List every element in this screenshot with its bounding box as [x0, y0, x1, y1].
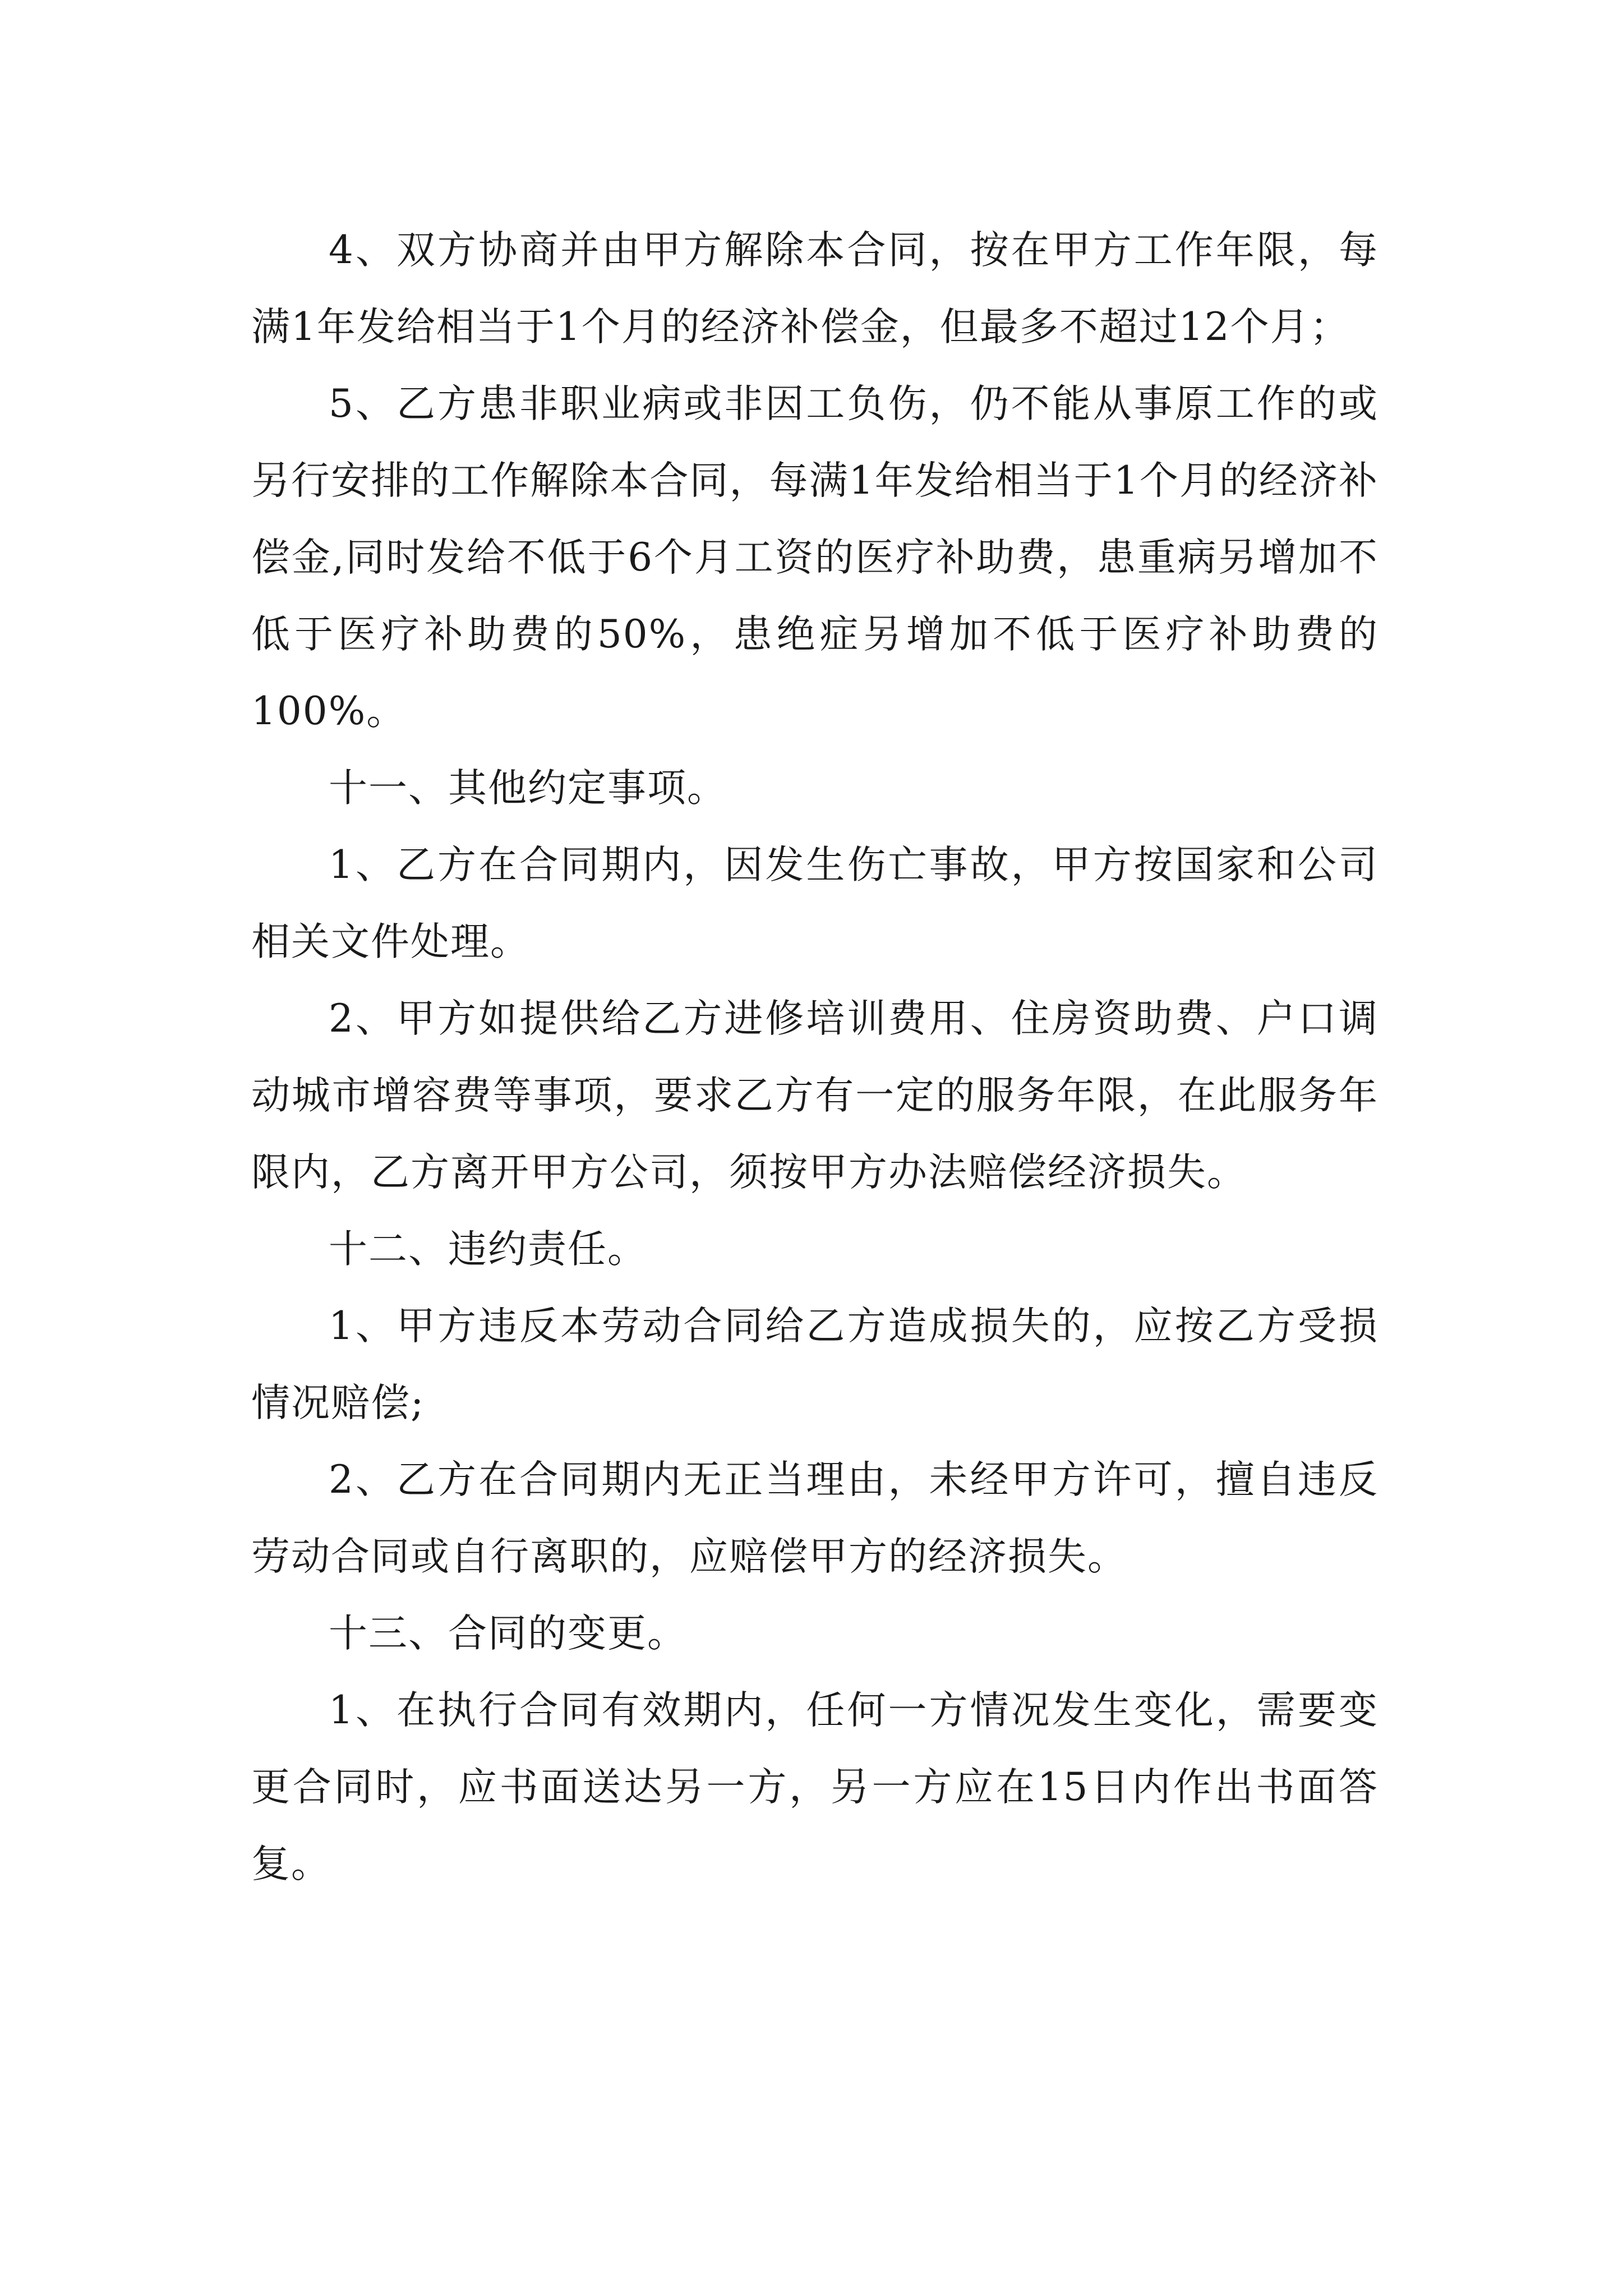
paragraph-12-item-1: 1、甲方违反本劳动合同给乙方造成损失的，应按乙方受损情况赔偿; — [251, 1304, 1378, 1425]
paragraph-11-item-2: 2、甲方如提供给乙方进修培训费用、住房资助费、户口调动城市增容费等事项，要求乙方有一定的服务年限，在此服务年限内，乙方离开甲方公司，须按甲方办法赔偿经济损失。 — [251, 996, 1378, 1195]
section-heading-13: 十三、合同的变更。 — [329, 1611, 687, 1656]
document-body — [251, 212, 1378, 1903]
paragraph-12-item-2: 2、乙方在合同期内无正当理由，未经甲方许可，擅自违反劳动合同或自行离职的，应赔偿甲方的经济损失。 — [251, 1457, 1378, 1579]
paragraph-item-5: 5、乙方患非职业病或非因工负伤，仍不能从事原工作的或另行安排的工作解除本合同，每满1年发给相当于1个月的经济补偿金,同时发给不低于6个月工资的医疗补助费，患重病另增加不低于医疗补助费的50%，患绝症另增加不低于医疗补助费的100%。 — [251, 381, 1378, 734]
section-heading-12: 十二、违约责任。 — [329, 1227, 647, 1272]
paragraph-item-4: 4、双方协商并由甲方解除本合同，按在甲方工作年限，每满1年发给相当于1个月的经济补偿金，但最多不超过12个月； — [251, 228, 1378, 349]
section-heading-11: 十一、其他约定事项。 — [329, 766, 727, 811]
paragraph-11-item-1: 1、乙方在合同期内，因发生伤亡事故，甲方按国家和公司相关文件处理。 — [251, 843, 1378, 964]
paragraph-13-item-1: 1、在执行合同有效期内，任何一方情况发生变化，需要变更合同时，应书面送达另一方，另一方应在15日内作出书面答复。 — [251, 1688, 1378, 1887]
